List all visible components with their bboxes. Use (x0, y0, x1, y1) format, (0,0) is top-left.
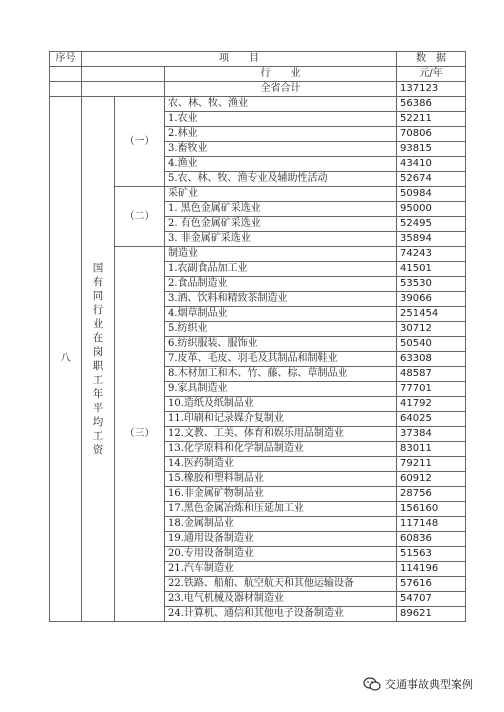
wage-table (49, 51, 466, 622)
group-label: （三） (115, 247, 165, 622)
row-value: 117148 (397, 517, 466, 532)
row-name: 11.印刷和记录媒介复制业 (165, 412, 397, 427)
industry-blank-cell-2 (82, 67, 165, 82)
row-value: 60912 (397, 472, 466, 487)
row-value: 51563 (397, 547, 466, 562)
row-value: 50540 (397, 337, 466, 352)
total-blank-cell (50, 82, 82, 97)
row-value: 251454 (397, 307, 466, 322)
row-value: 52674 (397, 172, 466, 187)
row-name: 3.畜牧业 (165, 142, 397, 157)
industry-label: 行 业 (165, 67, 397, 82)
table-row (50, 97, 466, 112)
row-name: 2.林业 (165, 127, 397, 142)
row-value: 74243 (397, 247, 466, 262)
row-name: 1. 黑色金属矿采选业 (165, 202, 397, 217)
group-label: （二） (115, 187, 165, 247)
row-value: 39066 (397, 292, 466, 307)
row-name: 19.通用设备制造业 (165, 532, 397, 547)
row-name: 20.专用设备制造业 (165, 547, 397, 562)
row-name: 18.金属制品业 (165, 517, 397, 532)
row-name: 10.造纸及纸制品业 (165, 397, 397, 412)
row-name: 6.纺织服装、服饰业 (165, 337, 397, 352)
row-name: 16.非金属矿物制品业 (165, 487, 397, 502)
row-value: 52211 (397, 112, 466, 127)
row-value: 64025 (397, 412, 466, 427)
header-data: 数 据 (397, 52, 466, 67)
row-value: 77701 (397, 382, 466, 397)
total-label: 全省合计 (165, 82, 397, 97)
row-value: 89621 (397, 607, 466, 622)
row-name: 3.酒、饮料和精致茶制造业 (165, 292, 397, 307)
row-name: 14.医药制造业 (165, 457, 397, 472)
row-value: 53530 (397, 277, 466, 292)
row-name: 5.纺织业 (165, 322, 397, 337)
row-name: 24.计算机、通信和其他电子设备制造业 (165, 607, 397, 622)
row-value: 35894 (397, 232, 466, 247)
section-title-text: 国有同行业在岗职工年平均工资 (92, 261, 104, 456)
row-name: 15.橡胶和塑料制品业 (165, 472, 397, 487)
row-value: 79211 (397, 457, 466, 472)
row-value: 93815 (397, 142, 466, 157)
row-name: 22.铁路、船舶、航空航天和其他运输设备 (165, 577, 397, 592)
row-value: 83011 (397, 442, 466, 457)
total-row (50, 82, 466, 97)
industry-row (50, 67, 466, 82)
row-name: 5.农、林、牧、渔专业及辅助性活动 (165, 172, 397, 187)
industry-blank-cell (50, 67, 82, 82)
row-value: 43410 (397, 157, 466, 172)
row-value: 57616 (397, 577, 466, 592)
row-value: 41792 (397, 397, 466, 412)
industry-unit: 元/年 (397, 67, 466, 82)
section-title (82, 97, 115, 622)
row-value: 70806 (397, 127, 466, 142)
row-value: 30712 (397, 322, 466, 337)
row-name: 3. 非金属矿采选业 (165, 232, 397, 247)
group-label: （一） (115, 97, 165, 187)
row-value: 37384 (397, 427, 466, 442)
row-value: 60836 (397, 532, 466, 547)
row-name: 9.家具制造业 (165, 382, 397, 397)
row-name: 1.农副食品加工业 (165, 262, 397, 277)
row-name: 23.电气机械及器材制造业 (165, 592, 397, 607)
row-name: 7.皮革、毛皮、羽毛及其制品和制鞋业 (165, 352, 397, 367)
header-seq: 序号 (50, 52, 82, 67)
row-name: 12.文教、工美、体育和娱乐用品制造业 (165, 427, 397, 442)
row-name: 2. 有色金属矿采选业 (165, 217, 397, 232)
row-name: 制造业 (165, 247, 397, 262)
row-name: 1.农业 (165, 112, 397, 127)
row-value: 48587 (397, 367, 466, 382)
row-name: 21.汽车制造业 (165, 562, 397, 577)
row-value: 41501 (397, 262, 466, 277)
row-value: 95000 (397, 202, 466, 217)
row-value: 28756 (397, 487, 466, 502)
wechat-logo-icon (363, 677, 381, 691)
row-value: 52495 (397, 217, 466, 232)
row-name: 13.化学原料和化学制品制造业 (165, 442, 397, 457)
row-value: 50984 (397, 187, 466, 202)
total-value: 137123 (397, 82, 466, 97)
row-value: 56386 (397, 97, 466, 112)
header-item: 项 目 (82, 52, 397, 67)
row-value: 54707 (397, 592, 466, 607)
watermark-text: 交通事故典型案例 (385, 678, 473, 691)
section-index: 八 (50, 97, 82, 622)
row-value: 156160 (397, 502, 466, 517)
row-value: 63308 (397, 352, 466, 367)
row-name: 农、林、牧、渔业 (165, 97, 397, 112)
total-blank-cell-2 (82, 82, 165, 97)
row-name: 4.渔业 (165, 157, 397, 172)
row-value: 114196 (397, 562, 466, 577)
row-name: 8.木材加工和木、竹、藤、棕、草制品业 (165, 367, 397, 382)
row-name: 17.黑色金属冶炼和压延加工业 (165, 502, 397, 517)
row-name: 2.食品制造业 (165, 277, 397, 292)
row-name: 采矿业 (165, 187, 397, 202)
watermark (363, 676, 473, 692)
header-row (50, 52, 466, 67)
row-name: 4.烟草制品业 (165, 307, 397, 322)
